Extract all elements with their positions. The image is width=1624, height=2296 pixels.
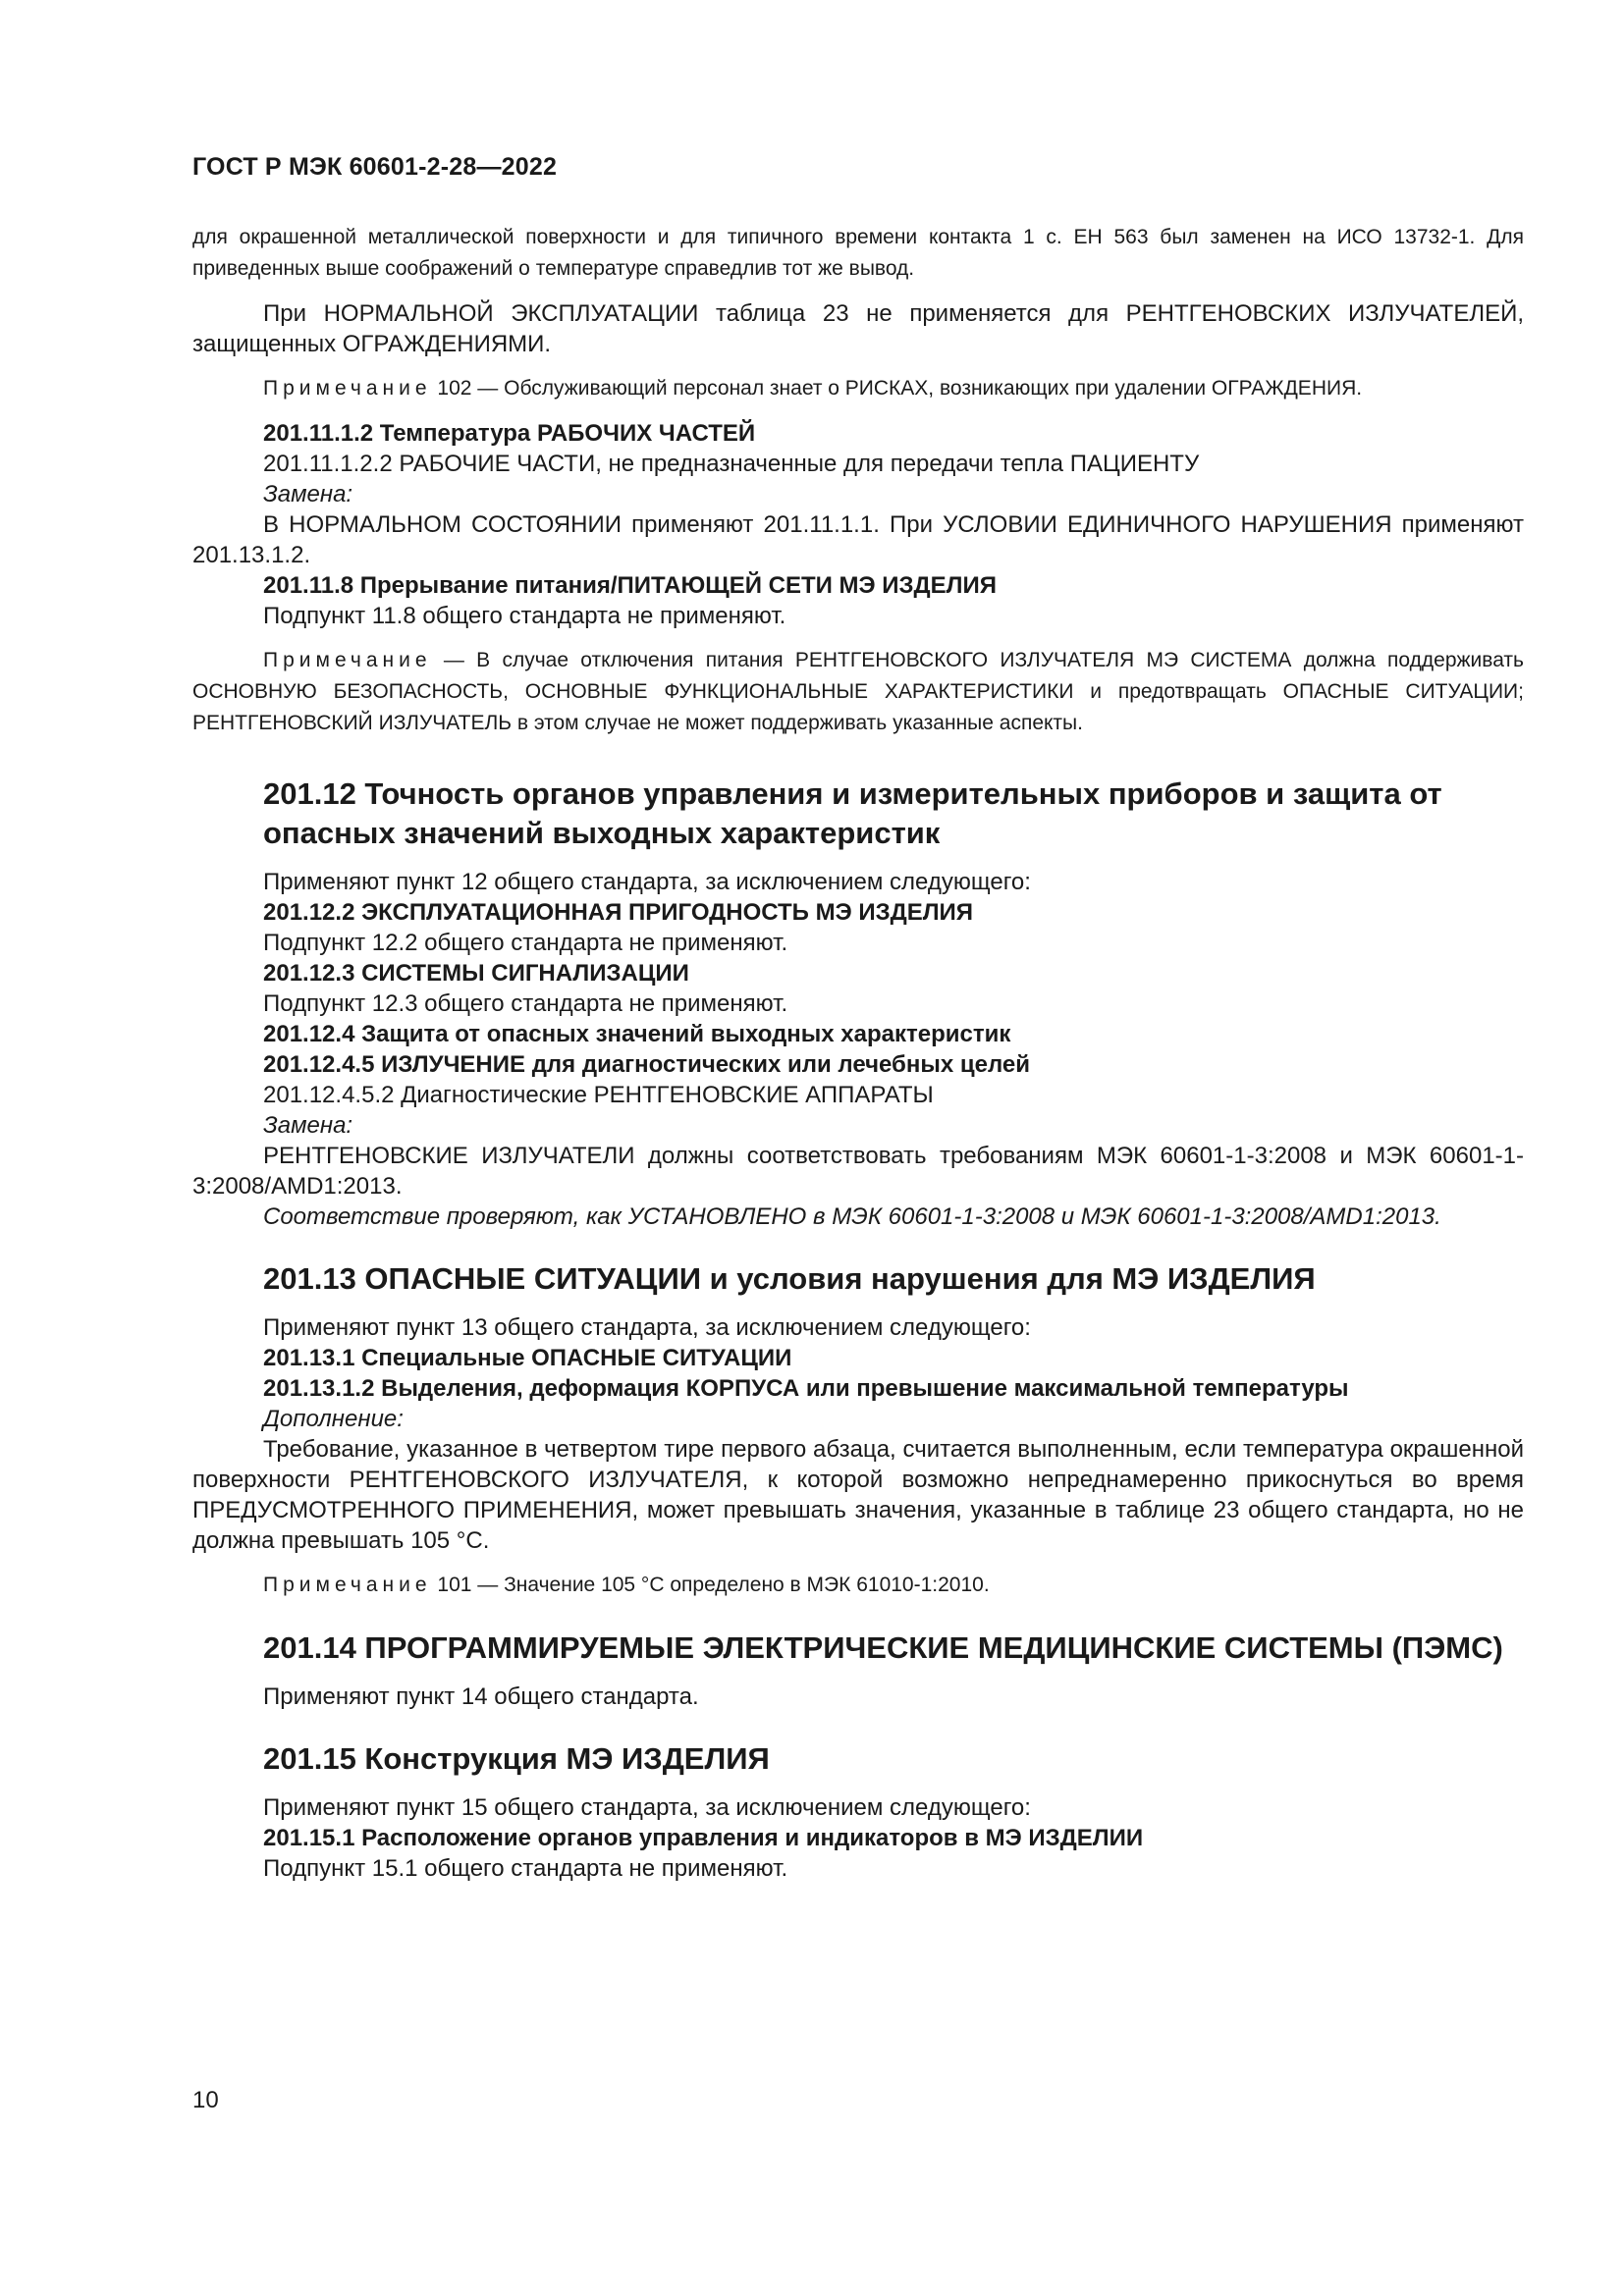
clause-14-apply: Применяют пункт 14 общего стандарта. xyxy=(263,1683,699,1710)
paragraph-requirement: Требование, указанное в четвертом тире первого абзаца, считается выполненным, если температура окрашенной поверхности РЕНТГЕНОВСКОГО ИЗЛУЧАТЕЛЯ, к которой возможно непреднамеренно прикоснуться во время ПРЕДУСМОТРЕННОГО ПРИМЕНЕНИЯ, может превышать значения, указанные в таблице 23 общего стандарта, но не должна превышать 105 °C. xyxy=(192,1436,1524,1554)
page-body xyxy=(192,222,1524,1884)
paragraph-normal-use: При НОРМАЛЬНОЙ ЭКСПЛУАТАЦИИ таблица 23 не применяется для РЕНТГЕНОВСКИХ ИЗЛУЧАТЕЛЕЙ, защищенных ОГРАЖДЕНИЯМИ. xyxy=(192,300,1524,357)
subclause-201-11-1-2-2: 201.11.1.2.2 РАБОЧИЕ ЧАСТИ, не предназначенные для передачи тепла ПАЦИЕНТУ xyxy=(263,451,1200,477)
note-power-interruption xyxy=(192,645,1524,739)
subclause-heading-201-11-1-2: 201.11.1.2 Температура РАБОЧИХ ЧАСТЕЙ xyxy=(263,420,756,447)
subclause-12-3-text: Подпункт 12.3 общего стандарта не применяют. xyxy=(263,990,788,1017)
note-text: — В случае отключения питания РЕНТГЕНОВСКОГО ИЗЛУЧАТЕЛЯ МЭ СИСТЕМА должна поддерживать ОСНОВНУЮ БЕЗОПАСНОСТЬ, ОСНОВНЫЕ ФУНКЦИОНАЛЬНЫЕ ХАРАКТЕРИСТИКИ и предотвращать ОПАСНЫЕ СИТУАЦИИ; РЕНТГЕНОВСКИЙ ИЗЛУЧАТЕЛЬ в этом случае не может поддерживать указанные аспекты. xyxy=(192,649,1524,734)
subclause-heading-201-12-4-5: 201.12.4.5 ИЗЛУЧЕНИЕ для диагностических или лечебных целей xyxy=(263,1051,1030,1078)
paragraph-xray-emitters: РЕНТГЕНОВСКИЕ ИЗЛУЧАТЕЛИ должны соответствовать требованиям МЭК 60601-1-3:2008 и МЭК 60601-1-3:2008/AMD1:2013. xyxy=(192,1143,1524,1200)
section-heading-201-13: 201.13 ОПАСНЫЕ СИТУАЦИИ и условия нарушения для МЭ ИЗДЕЛИЯ xyxy=(263,1261,1316,1296)
subclause-12-2-text: Подпункт 12.2 общего стандарта не применяют. xyxy=(263,930,788,956)
note-text: 102 — Обслуживающий персонал знает о РИСКАХ, возникающих при удалении ОГРАЖДЕНИЯ. xyxy=(431,377,1363,400)
subclause-heading-201-13-1: 201.13.1 Специальные ОПАСНЫЕ СИТУАЦИИ xyxy=(263,1345,792,1371)
running-header: ГОСТ Р МЭК 60601-2-28—2022 xyxy=(192,153,558,181)
subclause-heading-201-15-1: 201.15.1 Расположение органов управления и индикаторов в МЭ ИЗДЕЛИИ xyxy=(263,1825,1144,1851)
page-number: 10 xyxy=(192,2087,219,2113)
section-heading-201-14: 201.14 ПРОГРАММИРУЕМЫЕ ЭЛЕКТРИЧЕСКИЕ МЕДИЦИНСКИЕ СИСТЕМЫ (ПЭМС) xyxy=(263,1630,1503,1665)
note-label: Примечание xyxy=(263,377,432,400)
addition-label: Дополнение: xyxy=(263,1406,404,1432)
note-101 xyxy=(192,1570,1524,1601)
subclause-11-8-text: Подпункт 11.8 общего стандарта не применяют. xyxy=(263,603,786,629)
clause-15-apply: Применяют пункт 15 общего стандарта, за исключением следующего: xyxy=(263,1794,1031,1821)
subclause-heading-201-11-8: 201.11.8 Прерывание питания/ПИТАЮЩЕЙ СЕТИ МЭ ИЗДЕЛИЯ xyxy=(263,572,997,599)
note-102 xyxy=(192,373,1524,404)
subclause-heading-201-12-4: 201.12.4 Защита от опасных значений выходных характеристик xyxy=(263,1021,1011,1047)
paragraph-continuation: для окрашенной металлической поверхности и для типичного времени контакта 1 с. ЕН 563 был заменен на ИСО 13732-1. Для приведенных выше соображений о температуре справедлив тот же вывод. xyxy=(192,226,1524,280)
note-label: Примечание xyxy=(263,649,432,671)
note-label: Примечание xyxy=(263,1574,432,1596)
replacement-label: Замена: xyxy=(263,481,353,507)
section-heading-201-15: 201.15 Конструкция МЭ ИЗДЕЛИЯ xyxy=(263,1741,770,1776)
clause-13-apply: Применяют пункт 13 общего стандарта, за исключением следующего: xyxy=(263,1314,1031,1341)
replacement-label: Замена: xyxy=(263,1112,353,1139)
note-text: 101 — Значение 105 °C определено в МЭК 61010-1:2010. xyxy=(431,1574,990,1596)
subclause-201-12-4-5-2: 201.12.4.5.2 Диагностические РЕНТГЕНОВСКИЕ АППАРАТЫ xyxy=(263,1082,934,1108)
paragraph-compliance: Соответствие проверяют, как УСТАНОВЛЕНО в МЭК 60601-1-3:2008 и МЭК 60601-1-3:2008/AMD1:2013. xyxy=(263,1203,1441,1230)
section-heading-201-12: 201.12 Точность органов управления и измерительных приборов и защита от опасных значений выходных характеристик xyxy=(263,776,1442,850)
clause-12-apply: Применяют пункт 12 общего стандарта, за исключением следующего: xyxy=(263,869,1031,895)
paragraph-normal-state: В НОРМАЛЬНОМ СОСТОЯНИИ применяют 201.11.1.1. При УСЛОВИИ ЕДИНИЧНОГО НАРУШЕНИЯ применяют 201.13.1.2. xyxy=(192,511,1524,568)
subclause-heading-201-12-2: 201.12.2 ЭКСПЛУАТАЦИОННАЯ ПРИГОДНОСТЬ МЭ ИЗДЕЛИЯ xyxy=(263,899,974,926)
subclause-15-1-text: Подпункт 15.1 общего стандарта не применяют. xyxy=(263,1855,788,1882)
subclause-heading-201-13-1-2: 201.13.1.2 Выделения, деформация КОРПУСА или превышение максимальной температуры xyxy=(263,1375,1349,1402)
subclause-heading-201-12-3: 201.12.3 СИСТЕМЫ СИГНАЛИЗАЦИИ xyxy=(263,960,689,987)
